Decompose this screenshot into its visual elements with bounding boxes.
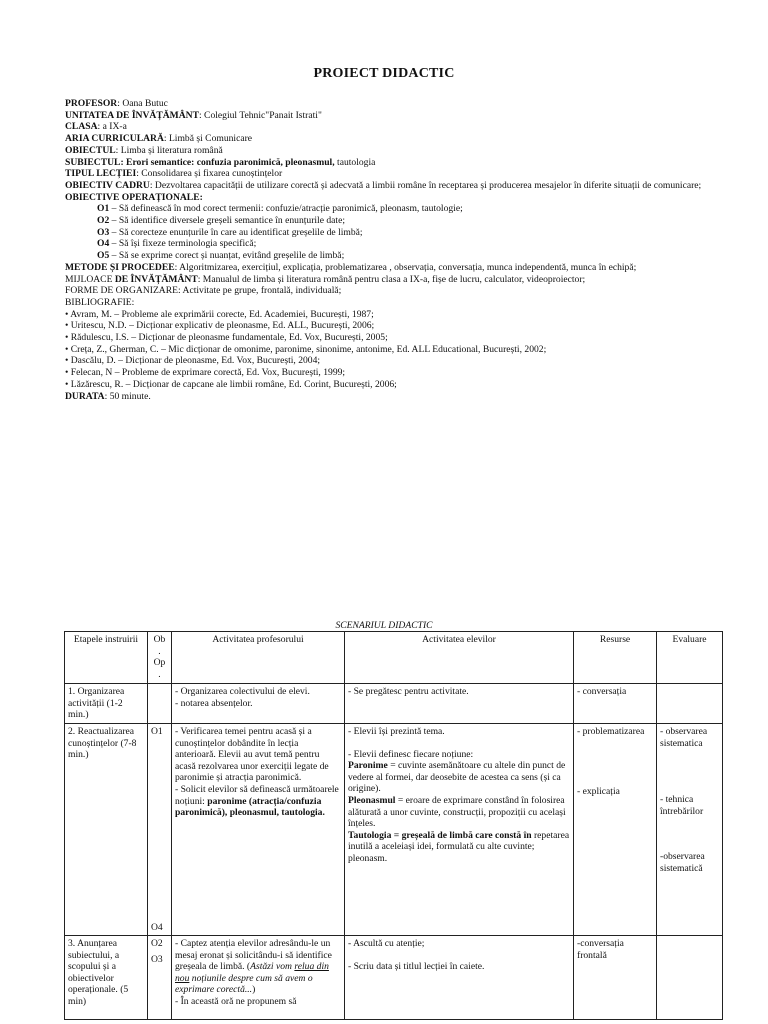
header-ob-text: Ob: [153, 634, 166, 645]
header-op-text: Op: [153, 657, 166, 669]
cadru-row: [65, 180, 705, 192]
definition-text: = cuvinte asemănătoare cu altele din punct de vedere al formei, dar deosebite de acestea ca sens (și ca origine).: [348, 760, 566, 795]
mijloace-label-bold: DE ÎNVĂȚĂMÂNT: [112, 273, 198, 285]
elevi-activity: - Elevii definesc fiecare noțiune:: [348, 748, 474, 760]
definition-text: = eroare de exprimare constând în folosirea alăturată a unor cuvinte, construcții, propoziții cu același înțeles.: [348, 794, 566, 830]
subiectul-value-bold: : Erori semantice: confuzia paronimică, pleonasmul,: [120, 156, 335, 168]
elevi-activity: - Scriu data și titlul lecției în caiete.: [348, 960, 485, 972]
bibliography-item: • Lăzărescu, R. – Dicționar de capcane ale limbii române, Ed. Corint, București, 2006;: [65, 378, 397, 390]
objective-text: – Să își fixeze terminologia specifică;: [109, 238, 257, 250]
objective-item: [65, 203, 705, 215]
header-ob-op: [148, 632, 172, 684]
bibliography-item: • Avram, M. – Probleme ale exprimării corecte, Ed. Academiei, București, 1987;: [65, 308, 374, 320]
etapa-cell: 3. Anunțarea subiectului, a scopului și a obiectivelor operaționale. (5 min): [65, 936, 148, 1020]
metode-value: : Algoritmizarea, exercițiul, explicația, problematizarea , observația, conversația, munca independentă, munca în echipă;: [174, 261, 637, 273]
aria-label: ARIA CURRICULARĂ: [65, 133, 164, 145]
bibliografie-label: BIBLIOGRAFIE:: [65, 296, 135, 308]
clasa-row: [65, 121, 705, 133]
objective-code: O3: [97, 226, 110, 238]
objective-item: [65, 238, 705, 250]
definition-pleonasm: [348, 795, 570, 830]
resurse-cell: - conversația: [574, 684, 657, 724]
objective-item: [65, 215, 705, 227]
definition-term: Tautologia = greșeală de limbă care constă în: [348, 829, 532, 841]
objective-text: – Să corecteze enunțurile în care au identificat greșelile de limbă;: [109, 226, 363, 238]
table-row: [65, 936, 723, 1020]
definition-term: Paronime: [348, 760, 388, 772]
bibliography-item: • Dascălu, D. – Dicționar de pleonasme, Ed. Vox, București, 2004;: [65, 355, 321, 367]
subiectul-row: [65, 157, 705, 169]
subiectul-label: SUBIECTUL: [65, 156, 121, 168]
objective-text: – Să definească în mod corect termenii: confuzie/atracție paronimică, pleonasm, tautologie;: [109, 203, 463, 215]
header-elevi: Activitatea elevilor: [345, 632, 574, 684]
table-row: [65, 684, 723, 724]
aria-row: [65, 133, 705, 145]
profesor-cell: [172, 936, 345, 1020]
objective-item: [65, 250, 705, 262]
evaluare-item: - observarea sistematica: [660, 726, 708, 749]
op-code: O1: [151, 726, 163, 737]
unitate-value: : Colegiul Tehnic"Panait Istrati": [198, 109, 322, 121]
forme-label: FORME DE ORGANIZARE: [65, 285, 178, 297]
example-sentence: Astăzi vom: [250, 961, 295, 973]
operationale-label: OBIECTIVE OPERAȚIONALE: [65, 191, 200, 203]
definition-tautologia: [348, 830, 570, 865]
evaluare-item: -observarea sistematică: [660, 851, 705, 874]
elevi-cell: [345, 724, 574, 936]
objective-text: – Să se exprime corect și nuanțat, evitând greșelile de limbă;: [109, 250, 345, 262]
resurse-cell: -conversația frontală: [574, 936, 657, 1020]
bibliography-item: • Rădulescu, I.S. – Dicționar de pleonasme fundamentale, Ed. Vox, București, 2005;: [65, 332, 388, 344]
table-header-row: [65, 632, 723, 684]
cadru-label: OBIECTIV CADRU: [65, 179, 150, 191]
clasa-value: : a IX-a: [97, 121, 127, 133]
header-profesor: Activitatea profesorului: [172, 632, 345, 684]
durata-value: : 50 minute.: [104, 390, 151, 402]
bibliography-item: • Felecan, N – Probleme de exprimare corectă, Ed. Vox, București, 1999;: [65, 367, 346, 379]
aria-value: : Limbă și Comunicare: [163, 133, 253, 145]
profesor-activity: - notarea absențelor.: [175, 697, 253, 709]
forme-row: [65, 285, 705, 297]
profesor-cell: [172, 724, 345, 936]
resurse-cell: [574, 724, 657, 936]
unitate-row: [65, 110, 705, 122]
tipul-value: : Consolidarea și fixarea cunoștințelor: [136, 168, 283, 180]
metode-label: METODE ȘI PROCEDEE: [65, 261, 175, 273]
page-title: PROIECT DIDACTIC: [313, 66, 455, 81]
obiectul-value: : Limba și literatura română: [115, 144, 223, 156]
objective-code: O4: [97, 238, 110, 250]
table-row: [65, 724, 723, 936]
profesor-value: : Oana Butuc: [117, 98, 168, 109]
header-evaluare: Evaluare: [657, 632, 723, 684]
elevi-cell: - Se pregătesc pentru activitate.: [345, 684, 574, 724]
tipul-label: TIPUL LECȚIEI: [65, 168, 137, 180]
profesor-activity-bold: paronime (atracția/confuzia paronimică), pleonasmul, tautologia.: [175, 795, 325, 819]
bibliography-item: • Creța, Z., Gherman, C. – Mic dicționar de omonime, paronime, sinonime, antonime, Ed. ALL Educational, București, 2002;: [65, 343, 547, 355]
profesor-activity-text: ): [252, 984, 256, 996]
header-dot: .: [158, 645, 161, 657]
definition-paronime: [348, 760, 570, 795]
profesor-activity: - În această oră ne propunem să: [175, 995, 297, 1007]
resurse-item: - problematizarea: [577, 726, 645, 737]
clasa-label: CLASA: [65, 121, 98, 133]
objective-item: [65, 227, 705, 239]
obiectul-label: OBIECTUL: [65, 144, 116, 156]
mijloace-row: [65, 274, 705, 286]
elevi-activity: - Ascultă cu atenție;: [348, 938, 425, 949]
profesor-activity: - Verificarea temei pentru acasă și a cunoștințelor dobândite în lecția anterioară. Elevii au avut temă pentru acasă rezolvarea unor exerciții legate de paronimie și atracția paronimică.: [175, 726, 329, 784]
objective-code: O1: [97, 203, 110, 215]
tipul-row: [65, 168, 705, 180]
etapa-cell: 2. Reactualizarea cunoștințelor (7-8 min.): [65, 724, 148, 936]
durata-label: DURATA: [65, 390, 105, 402]
metode-row: [65, 262, 705, 274]
profesor-activity: [175, 784, 341, 819]
objective-code: O2: [97, 215, 110, 227]
elevi-activity: - Elevii își prezintă tema.: [348, 726, 445, 737]
profesor-label: PROFESOR: [65, 98, 118, 109]
op-code: O2: [151, 938, 163, 949]
scenario-title: SCENARIUL DIDACTIC: [335, 620, 433, 631]
definition-term: Pleonasmul: [348, 794, 396, 806]
forme-value: : Activitate pe grupe, frontală, individuală;: [178, 285, 342, 297]
op-cell: [148, 936, 172, 1020]
durata-row: [65, 391, 705, 403]
operationale-row: [65, 192, 705, 204]
example-error: relua din nou: [175, 961, 329, 984]
subiectul-value-rest: tautologia: [334, 156, 376, 168]
objective-code: O5: [97, 250, 110, 262]
example-sentence: noțiunile despre cum să avem o exprimare corectă...: [175, 972, 313, 996]
profesor-row: [65, 98, 705, 110]
cadru-value: : Dezvoltarea capacității de utilizare corectă și adecvată a limbii române în receptarea și producerea mesajelor în diferite situații de comunicare;: [149, 179, 702, 191]
op-cell: [148, 724, 172, 936]
elevi-cell: [345, 936, 574, 1020]
profesor-activity: [175, 938, 341, 996]
objective-text: – Să identifice diversele greșeli semantice în enunțurile date;: [109, 215, 346, 227]
mijloace-value: : Manualul de limba și literatura română pentru clasa a IX-a, fișe de lucru, calculator, videoproiector;: [197, 273, 586, 285]
profesor-activity-text: - Captez atenția elevilor adresându-le un mesaj eronat și solicitându-i să identifice greșeala de limbă. (: [175, 938, 332, 973]
evaluare-cell: [657, 936, 723, 1020]
op-code: O4: [151, 922, 163, 934]
profesor-activity-text: - Solicit elevilor să definească următoarele noțiuni:: [175, 783, 339, 807]
profesor-cell: [172, 684, 345, 724]
evaluare-item: - tehnica întrebărilor: [660, 794, 704, 817]
obiectul-row: [65, 145, 705, 157]
definition-text: repetarea inutilă a aceleiași idei, formulată cu alte cuvinte; pleonasm.: [348, 829, 570, 864]
op-code: O3: [151, 953, 163, 965]
resurse-item: - explicația: [577, 785, 620, 797]
unitate-label: UNITATEA DE ÎNVĂȚĂMÂNT: [65, 109, 199, 121]
evaluare-cell: [657, 724, 723, 936]
header-resurse: Resurse: [574, 632, 657, 684]
evaluare-cell: [657, 684, 723, 724]
bibliography-item: • Uritescu, N.D. – Dicționar explicativ de pleonasme, Ed. ALL, București, 2006;: [65, 320, 375, 332]
profesor-activity: - Organizarea colectivului de elevi.: [175, 686, 310, 697]
operationale-colon: :: [199, 191, 203, 203]
header-etape: Etapele instruirii: [65, 632, 148, 684]
lesson-info: [65, 98, 705, 402]
scenario-table: [64, 631, 723, 1020]
etapa-cell: 1. Organizarea activității (1-2 min.): [65, 684, 148, 724]
header-dot: .: [158, 668, 161, 680]
mijloace-label: MIJLOACE: [65, 273, 113, 285]
op-cell: [148, 684, 172, 724]
